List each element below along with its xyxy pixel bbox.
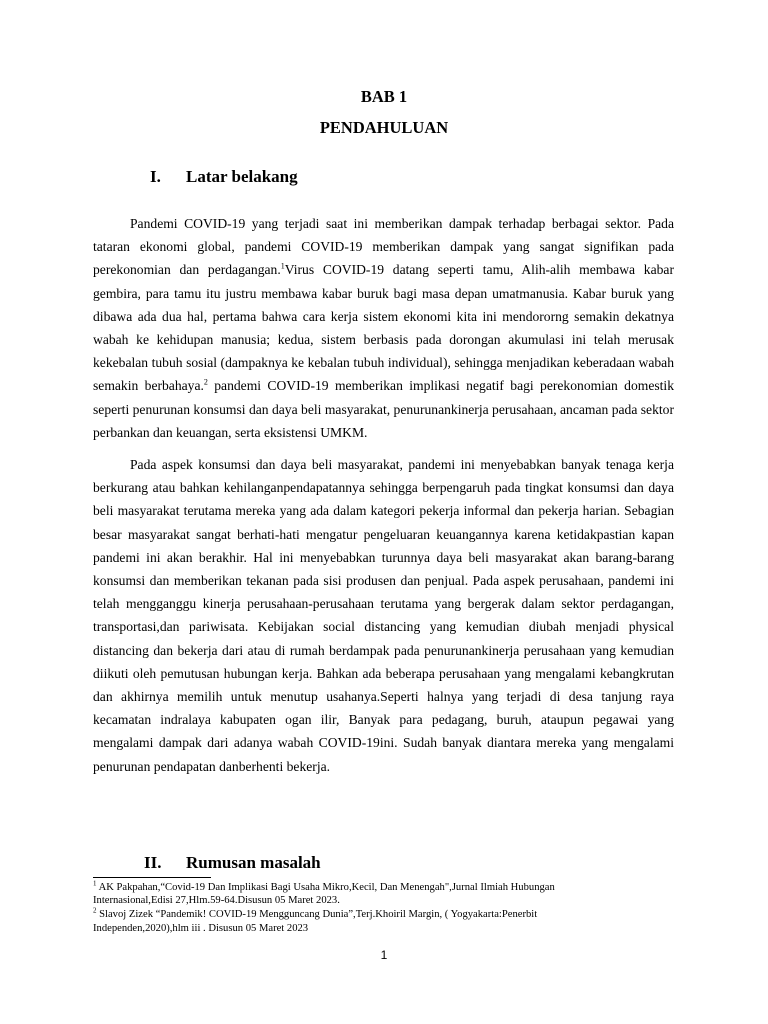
footnote-mark: 2 xyxy=(93,906,97,915)
chapter-number: BAB 1 xyxy=(360,87,408,106)
paragraph-2 xyxy=(93,453,674,778)
footnote-mark: 1 xyxy=(93,879,97,888)
footnotes xyxy=(93,881,633,935)
footnote-text: Slavoj Zizek “Pandemik! COVID-19 Mengguncang Dunia”,Terj.Khoiril Margin, ( Yogyakarta:Penerbit Independen,2020),hlm iii . Disusun 05 Maret 2023 xyxy=(93,909,538,934)
footnote-ref[interactable]: 2 xyxy=(203,377,208,387)
section-title: Latar belakang xyxy=(186,167,298,186)
footnote-1 xyxy=(93,881,633,907)
paragraph-text: Pandemi COVID-19 yang terjadi saat ini memberikan dampak terhadap berbagai sektor. Pada tataran ekonomi global, pandemi COVID-19 memberikan dampak yang sangat signifikan pada perekonomian dan perdagangan. xyxy=(93,216,674,278)
paragraph-text: Pada aspek konsumsi dan daya beli masyarakat, pandemi ini menyebabkan banyak tenaga kerja berkurang atau bahkan kehilanganpendapatannya sehingga berpengaruh pada tingkat konsumsi dan daya beli masyarakat terutama mereka yang ada dalam kategori pekerja informal dan pekerja harian. Sebagian besar masyarakat sangat berhati-hati mengatur pengeluaran keuangannya karena ketidakpastian kapan pandemi ini akan berakhir. Hal ini menyebabkan turunnya daya beli masyarakat akan barang-barang konsumsi dan memberikan tekanan pada sisi produsen dan penjual. Pada aspek perusahaan, pandemi ini telah mengganggu kinerja perusahaan-perusahaan terutama yang bergerak dalam sektor perdagangan, transportasi,dan pariwisata. Kebijakan social distancing yang kemudian diubah menjadi physical distancing dan bekerja dari atau di rumah berdampak pada penurunankinerja perusahaan yang kemudian diikuti oleh pemutusan hubungan kerja. Bahkan ada beberapa perusahaan yang mengalami kebangkrutan dan akhirnya memilih untuk menutup usahanya.Seperti halnya yang terjadi di desa tanjung raya kecamatan indralaya kabupaten ogan ilir, Banyak para pedagang, buruh, ataupun pegawai yang mengalami dampak dari adanya wabah COVID-19ini. Sudah banyak diantara mereka yang mengalami penurunan pendapatan danberhenti bekerja. xyxy=(93,457,674,774)
footnote-2 xyxy=(93,908,633,934)
section-numeral: I. xyxy=(150,167,161,186)
section-title: Rumusan masalah xyxy=(186,853,321,872)
footnote-separator xyxy=(93,877,211,878)
page-number: 1 xyxy=(380,948,388,962)
section-heading-rumusan-masalah xyxy=(144,853,321,873)
footnote-text: AK Pakpahan,“Covid-19 Dan Implikasi Bagi Usaha Mikro,Kecil, Dan Menengah",Jurnal Ilmiah Hubungan Internasional,Edisi 27,Hlm.59-64.Disusun 05 Maret 2023. xyxy=(93,882,555,907)
footnote-ref[interactable]: 1 xyxy=(280,261,285,271)
chapter-title: PENDAHULUAN xyxy=(319,118,449,137)
paragraph-1 xyxy=(93,212,674,444)
section-heading-latar-belakang xyxy=(150,167,298,187)
section-numeral: II. xyxy=(144,853,162,872)
paragraph-text: Virus COVID-19 datang seperti tamu, Alih-alih membawa kabar gembira, para tamu itu justru membawa kabar buruk bagi masa depan umatmanusia. Kabar buruk yang dibawa ada dua hal, pertama bahwa cara kerja sistem ekonomi kita ini mendororng semakin dekatnya wabah ke kehidupan manusia; kedua, sistem berbasis pada dorongan akumulasi ini telah merusak kekebalan tubuh sosial (dampaknya ke kebalan tubuh individual), sehingga menjadikan keberadaan wabah semakin berbahaya. xyxy=(93,262,674,394)
paragraph-text: pandemi COVID-19 memberikan implikasi negatif bagi perekonomian domestik seperti penurunan konsumsi dan daya beli masyarakat, penurunankinerja perusahaan, ancaman pada sektor perbankan dan keuangan, serta eksistensi UMKM. xyxy=(93,378,674,440)
